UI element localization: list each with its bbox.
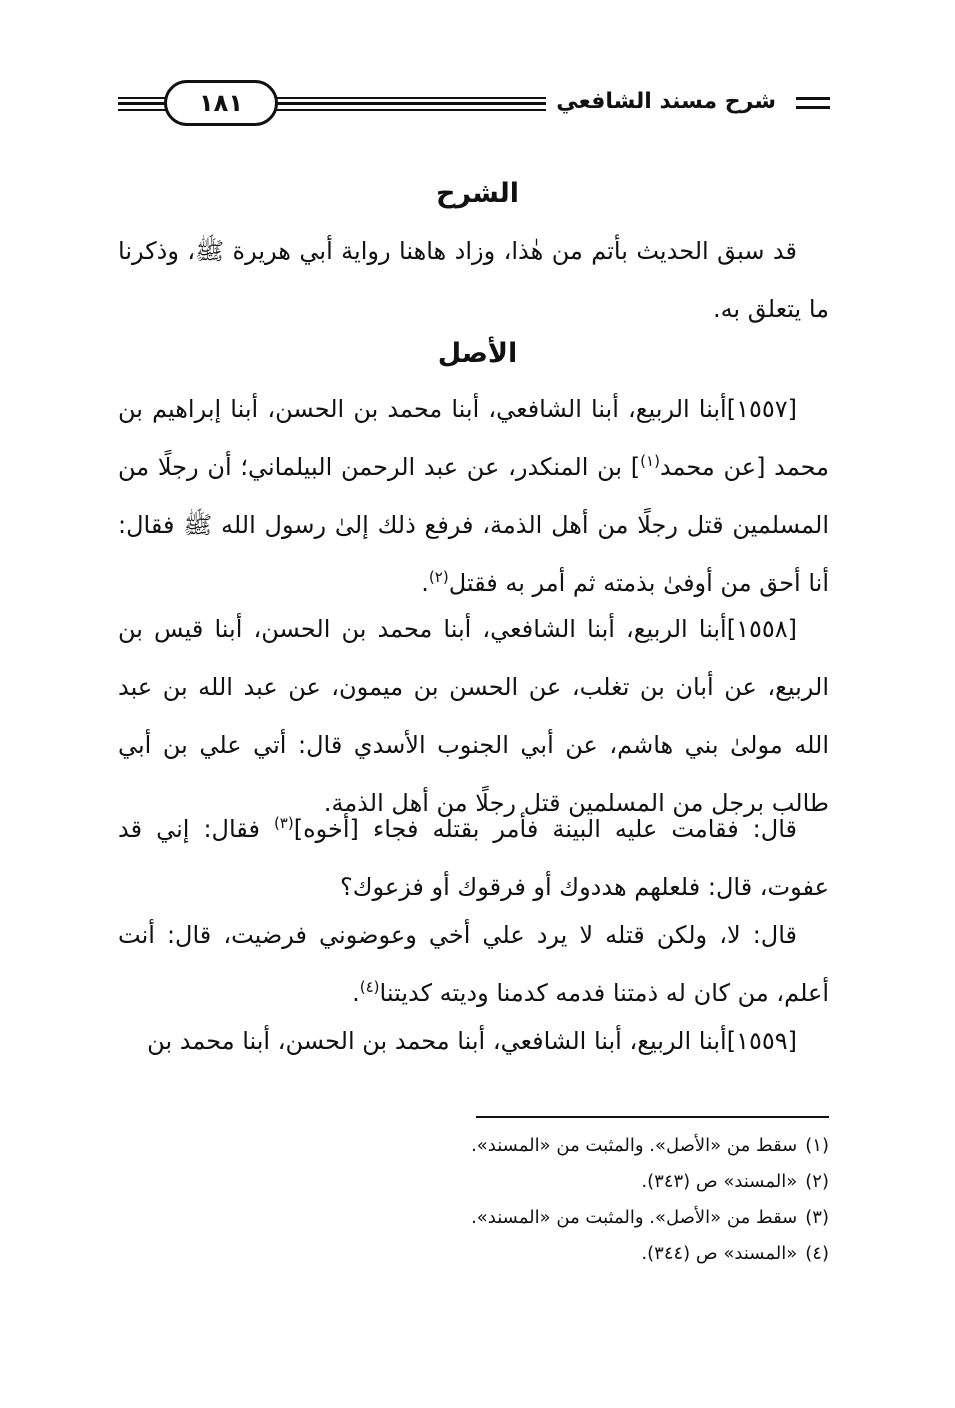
- footnotes-list: [118, 1128, 829, 1272]
- hadith-text: .: [352, 979, 360, 1007]
- hadith-text: أبنا الربيع، أبنا الشافعي، أبنا محمد بن الحسن، أبنا قيس بن الربيع، عن أبان بن تغلب، عن الحسن بن ميمون، عن عبد الله بن عبد الله مولىٰ بني هاشم، عن أبي الجنوب الأسدي قال: أتي علي بن أبي طالب برجل من المسلمين قتل رجلًا من أهل الذمة.: [118, 615, 829, 817]
- hadith-text: أبنا الربيع، أبنا الشافعي، أبنا محمد بن الحسن، أبنا إبراهيم بن محمد [عن محمد: [118, 395, 829, 481]
- hadith-1557: [118, 380, 829, 612]
- footnote-item: [118, 1200, 829, 1236]
- footnote-number: (٣): [805, 1207, 829, 1228]
- hadith-1558-para2: [118, 800, 829, 916]
- footnote-number: (٤): [805, 1243, 829, 1264]
- footnote-separator: [476, 1116, 829, 1118]
- sharh-heading: الشرح: [435, 178, 520, 209]
- hadith-number: [١٥٥٧]: [726, 395, 797, 423]
- asl-heading: الأصل: [437, 338, 518, 369]
- hadith-text: قال: لا، ولكن قتله لا يرد علي أخي وعوضوني فرضيت، قال: أنت أعلم، من كان له ذمتنا فدمه كدمنا وديته كديتنا: [118, 921, 829, 1007]
- footnote-ref[interactable]: (٣): [273, 814, 294, 832]
- footnote-ref[interactable]: (٢): [428, 568, 449, 586]
- hadith-number: [١٥٥٨]: [726, 615, 797, 643]
- hadith-1559: [118, 1012, 829, 1070]
- running-title: شرح مسند الشافعي: [546, 82, 786, 122]
- sharh-paragraph: قد سبق الحديث بأتم من هٰذا، وزاد هاهنا رواية أبي هريرة ﷺ، وذكرنا ما يتعلق به.: [118, 237, 829, 323]
- footnote-ref[interactable]: (١): [640, 452, 660, 470]
- hadith-number: [١٥٥٩]: [726, 1027, 797, 1055]
- hadith-text: أبنا الربيع، أبنا الشافعي، أبنا محمد بن الحسن، أبنا محمد بن: [147, 1027, 727, 1055]
- running-header: [118, 78, 830, 130]
- header-dash: [796, 106, 830, 109]
- footnote-ref[interactable]: (٤): [359, 978, 380, 996]
- footnote-item: [118, 1236, 829, 1272]
- footnote-text: سقط من «الأصل». والمثبت من «المسند».: [471, 1135, 798, 1156]
- hadith-1558-para3: [118, 906, 829, 1022]
- footnote-text: سقط من «الأصل». والمثبت من «المسند».: [471, 1207, 798, 1228]
- hadith-text: .: [421, 569, 429, 597]
- hadith-text: قال: فقامت عليه البينة فأمر بقتله فجاء [أخوه]: [293, 815, 797, 843]
- page-number: ١٨١: [164, 80, 278, 126]
- hadith-text: فقال: إني قد عفوت، قال: فلعلهم هددوك أو فرقوك أو فزعوك؟: [118, 815, 829, 901]
- footnote-text: «المسند» ص (٣٤٣).: [641, 1171, 798, 1192]
- hadith-text: ] بن المنكدر، عن عبد الرحمن البيلماني؛ أن رجلًا من المسلمين قتل رجلًا من أهل الذمة، فرفع ذلك إلىٰ رسول الله ﷺ فقال: أنا أحق من أوفىٰ بذمته ثم أمر به فقتل: [118, 453, 829, 597]
- header-dash: [796, 97, 830, 100]
- hadith-1558: [118, 600, 829, 832]
- footnote-number: (١): [805, 1135, 829, 1156]
- footnote-number: (٢): [805, 1171, 829, 1192]
- footnote-item: [118, 1164, 829, 1200]
- footnote-item: [118, 1128, 829, 1164]
- footnote-text: «المسند» ص (٣٤٤).: [641, 1243, 798, 1264]
